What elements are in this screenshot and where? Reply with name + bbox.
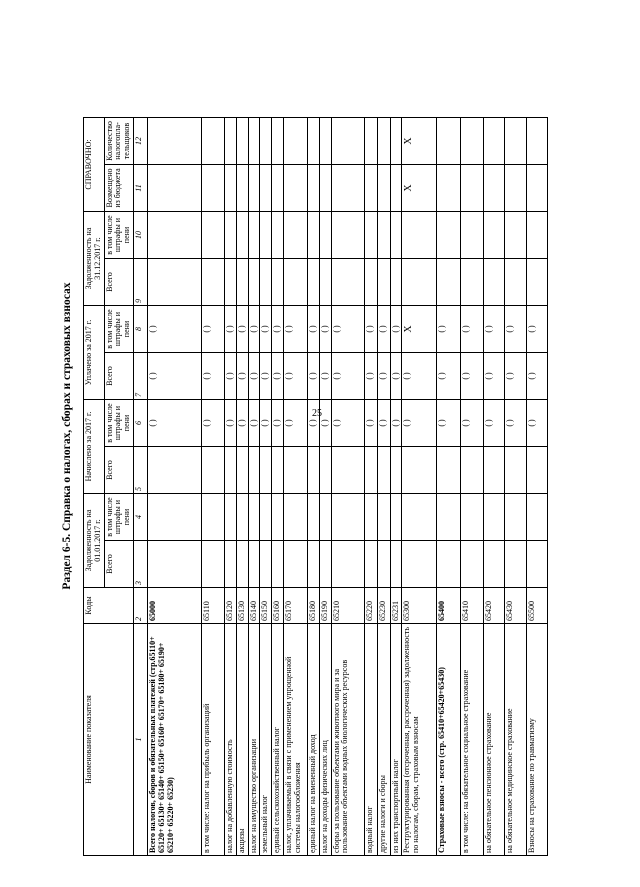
column-number: 11 [133,165,147,212]
data-cell [307,212,319,259]
bracket-placeholder: ( ) [147,306,201,353]
table-row [224,118,236,856]
column-number: 5 [133,447,147,494]
table-row [461,118,484,856]
header-code: Коды [84,588,134,624]
bracket-placeholder: ( ) [272,353,284,400]
bracket-placeholder: ( ) [272,306,284,353]
data-cell [147,118,201,165]
bracket-placeholder: ( ) [248,306,260,353]
data-cell [236,212,248,259]
bracket-placeholder: ( ) [461,400,484,447]
data-cell [461,494,484,541]
data-cell [390,447,402,494]
data-cell [201,212,224,259]
data-cell [224,541,236,588]
data-cell [364,165,377,212]
column-number: 3 [133,541,147,588]
header-row-1 [84,118,105,856]
bracket-placeholder: ( ) [505,400,527,447]
data-cell [461,447,484,494]
data-cell [283,259,307,306]
header-group-debt-start: Задолженность на 01.01.2017 г. [84,494,105,588]
data-cell [319,118,331,165]
data-cell [260,447,272,494]
table-row [319,118,331,856]
bracket-placeholder: ( ) [307,353,319,400]
bracket-placeholder: ( ) [527,306,548,353]
data-cell [307,541,319,588]
data-cell [260,541,272,588]
bracket-placeholder: ( ) [437,353,461,400]
data-cell [272,118,284,165]
data-cell [390,494,402,541]
row-code: 65410 [461,588,484,624]
header-reimbursed: Возмещено из бюджета [104,165,133,212]
data-cell [248,165,260,212]
data-cell [272,259,284,306]
bracket-placeholder: ( ) [377,353,390,400]
bracket-placeholder: ( ) [377,306,390,353]
row-name: на обязательное пенсионное страхование [484,624,505,856]
data-cell [272,447,284,494]
data-cell [319,494,331,541]
row-code: 65120 [224,588,236,624]
data-cell [377,447,390,494]
bracket-placeholder: ( ) [331,400,364,447]
data-cell [390,118,402,165]
row-code: 65210 [331,588,364,624]
data-cell [260,259,272,306]
data-cell [377,212,390,259]
data-cell [402,447,437,494]
bracket-placeholder: ( ) [307,400,319,447]
row-name: Страховые взносы - всего (стр. 65410+65420+65430) [437,624,461,856]
table-row [377,118,390,856]
row-name: Взносы на страхование по травматизму [527,624,548,856]
row-name: сборы за пользование объектами животного мира и за пользование объектами водных биологических ресурсов [331,624,364,856]
data-cell [505,212,527,259]
data-cell [319,541,331,588]
data-cell [307,259,319,306]
data-cell [248,212,260,259]
data-cell [402,494,437,541]
column-number: 7 [133,353,147,400]
bracket-placeholder: ( ) [527,353,548,400]
data-cell [527,541,548,588]
row-name: налог, уплачиваемый в связи с применением упрощенной системы налогообложения [283,624,307,856]
data-cell [377,494,390,541]
header-fines: в том числе штрафы и пени [104,494,133,541]
data-cell [224,118,236,165]
table-row [201,118,224,856]
table-row [307,118,319,856]
data-cell [364,212,377,259]
bracket-placeholder: ( ) [224,353,236,400]
data-cell [461,165,484,212]
bracket-placeholder: ( ) [201,353,224,400]
row-name: налог на добавленную стоимость [224,624,236,856]
cross-mark: X [402,118,437,165]
bracket-placeholder: ( ) [484,400,505,447]
data-cell [377,165,390,212]
bracket-placeholder: ( ) [402,400,437,447]
data-cell [147,447,201,494]
header-total: Всего [104,353,133,400]
row-name: налог на имущество организации [248,624,260,856]
data-cell [236,259,248,306]
data-cell [437,165,461,212]
header-group-reference: СПРАВОЧНО: [84,118,105,212]
data-cell [283,541,307,588]
header-group-debt-end: Задолженность на 31.12.2017 г. [84,212,105,306]
row-name: в том числе: на обязательное социальное страхование [461,624,484,856]
row-code: 65400 [437,588,461,624]
data-cell [364,541,377,588]
data-cell [272,165,284,212]
data-cell [484,212,505,259]
data-cell [527,212,548,259]
row-name: налог на доходы физических лиц [319,624,331,856]
data-cell [224,165,236,212]
data-cell [331,212,364,259]
data-cell [402,212,437,259]
data-cell [260,118,272,165]
bracket-placeholder: ( ) [377,400,390,447]
bracket-placeholder: ( ) [248,353,260,400]
row-code: 65230 [377,588,390,624]
data-cell [260,165,272,212]
data-cell [402,541,437,588]
row-name: другие налоги и сборы [377,624,390,856]
bracket-placeholder: ( ) [224,400,236,447]
row-code: 65220 [364,588,377,624]
bracket-placeholder: ( ) [319,353,331,400]
data-cell [331,118,364,165]
data-cell [307,118,319,165]
table-row [437,118,461,856]
data-cell [147,494,201,541]
bracket-placeholder: ( ) [201,400,224,447]
column-number: 1 [133,624,147,856]
data-cell [224,259,236,306]
bracket-placeholder: ( ) [248,400,260,447]
table-row [260,118,272,856]
data-cell [377,118,390,165]
column-number: 2 [133,588,147,624]
section-title: Раздел 6-5. Справка о налогах, сборах и страховых взносах [61,282,73,590]
bracket-placeholder: ( ) [461,353,484,400]
bracket-placeholder: ( ) [390,306,402,353]
data-cell [527,118,548,165]
bracket-placeholder: ( ) [484,353,505,400]
data-cell [484,494,505,541]
bracket-placeholder: ( ) [319,400,331,447]
data-cell [201,447,224,494]
bracket-placeholder: ( ) [147,353,201,400]
bracket-placeholder: ( ) [390,400,402,447]
row-name: единый сельскохозяйственный налог [272,624,284,856]
header-fines: в том числе штрафы и пени [104,400,133,447]
data-cell [283,212,307,259]
bracket-placeholder: ( ) [390,353,402,400]
header-taxpayers: Количество налогопла-тельщиков [104,118,133,165]
data-cell [260,212,272,259]
data-cell [437,212,461,259]
table-row [248,118,260,856]
bracket-placeholder: ( ) [236,353,248,400]
bracket-placeholder: ( ) [260,306,272,353]
data-cell [461,212,484,259]
data-cell [527,447,548,494]
bracket-placeholder: ( ) [224,306,236,353]
bracket-placeholder: ( ) [201,306,224,353]
bracket-placeholder: ( ) [527,400,548,447]
row-code: 65160 [272,588,284,624]
bracket-placeholder: ( ) [283,353,307,400]
row-code: 65190 [319,588,331,624]
data-cell [437,259,461,306]
row-name: Реструктурированная (отсроченная, рассроченная) задолженность по налогам, сборам, страховым взносам [402,624,437,856]
data-cell [527,165,548,212]
data-cell [484,259,505,306]
data-cell [505,494,527,541]
bracket-placeholder: ( ) [505,353,527,400]
data-cell [147,541,201,588]
row-name: земельный налог [260,624,272,856]
bracket-placeholder: ( ) [236,400,248,447]
data-cell [224,212,236,259]
row-name: Всего налогов, сборов и обязательных платежей (стр.65110+ 65120+ 65130+ 65140+ 65150+ 65160+ 65170+ 65180+ 65190+ 65210+ 65220+ 65230) [147,624,201,856]
table-row [236,118,248,856]
data-cell [319,165,331,212]
data-cell [331,541,364,588]
data-cell [319,212,331,259]
row-code: 65231 [390,588,402,624]
bracket-placeholder: ( ) [437,306,461,353]
data-cell [147,259,201,306]
data-cell [201,259,224,306]
row-code: 65180 [307,588,319,624]
data-cell [364,259,377,306]
data-cell [331,494,364,541]
row-code: 65000 [147,588,201,624]
bracket-placeholder: ( ) [260,353,272,400]
data-cell [437,447,461,494]
data-cell [283,494,307,541]
row-code: 65430 [505,588,527,624]
data-cell [236,541,248,588]
data-cell [236,118,248,165]
data-cell [272,494,284,541]
row-code: 65300 [402,588,437,624]
data-cell [390,259,402,306]
table-row [147,118,201,856]
data-cell [248,541,260,588]
table-row [283,118,307,856]
data-cell [201,118,224,165]
bracket-placeholder: ( ) [260,400,272,447]
data-cell [364,494,377,541]
data-cell [319,259,331,306]
row-name: водный налог [364,624,377,856]
data-cell [484,447,505,494]
data-cell [527,259,548,306]
table-row [505,118,527,856]
data-cell [527,494,548,541]
data-cell [364,447,377,494]
data-cell [377,541,390,588]
data-cell [377,259,390,306]
column-number: 6 [133,400,147,447]
row-code: 65150 [260,588,272,624]
data-cell [201,165,224,212]
bracket-placeholder: ( ) [505,306,527,353]
table-row [331,118,364,856]
data-cell [437,118,461,165]
data-cell [236,494,248,541]
bracket-placeholder: ( ) [331,306,364,353]
column-number-row [133,118,147,856]
header-total: Всего [104,447,133,494]
data-cell [248,494,260,541]
table-row [272,118,284,856]
data-cell [505,447,527,494]
column-number: 4 [133,494,147,541]
row-code: 65170 [283,588,307,624]
data-cell [272,212,284,259]
cross-mark: X [402,165,437,212]
row-code: 65500 [527,588,548,624]
column-number: 10 [133,212,147,259]
row-name: из них транспортный налог [390,624,402,856]
data-cell [283,447,307,494]
data-cell [236,447,248,494]
row-name: в том числе: налог на прибыль организаций [201,624,224,856]
data-cell [248,259,260,306]
bracket-placeholder: ( ) [402,353,437,400]
data-cell [283,165,307,212]
table-row [390,118,402,856]
data-cell [505,541,527,588]
column-number: 8 [133,306,147,353]
bracket-placeholder: ( ) [437,400,461,447]
bracket-placeholder: ( ) [272,400,284,447]
data-cell [461,259,484,306]
data-cell [224,447,236,494]
data-cell [307,165,319,212]
data-cell [307,494,319,541]
data-cell [484,165,505,212]
table-row [364,118,377,856]
bracket-placeholder: ( ) [331,353,364,400]
data-cell [390,541,402,588]
data-cell [390,165,402,212]
data-cell [147,165,201,212]
header-group-paid: Уплачено за 2017 г. [84,306,105,400]
rotated-page [58,6,578,866]
data-cell [437,541,461,588]
data-cell [236,165,248,212]
bracket-placeholder: ( ) [307,306,319,353]
data-cell [331,447,364,494]
header-fines: в том числе штрафы и пени [104,212,133,259]
data-cell [437,494,461,541]
table-row [484,118,505,856]
data-cell [390,212,402,259]
data-cell [461,541,484,588]
row-name: единый налог на вмененный доход [307,624,319,856]
page-number: 25 [312,408,322,419]
data-cell [147,212,201,259]
data-cell [331,259,364,306]
bracket-placeholder: ( ) [461,306,484,353]
column-number: 9 [133,259,147,306]
row-code: 65110 [201,588,224,624]
data-cell [505,165,527,212]
header-group-accrued: Начислено за 2017 г. [84,400,105,494]
header-total: Всего [104,259,133,306]
bracket-placeholder: ( ) [236,306,248,353]
bracket-placeholder: ( ) [319,306,331,353]
data-cell [260,494,272,541]
row-name: на обязательное медицинское страхование [505,624,527,856]
row-name: акцизы [236,624,248,856]
bracket-placeholder: ( ) [364,306,377,353]
row-code: 65420 [484,588,505,624]
column-number: 12 [133,118,147,165]
header-total: Всего [104,541,133,588]
bracket-placeholder: ( ) [147,400,201,447]
bracket-placeholder: ( ) [364,400,377,447]
row-code: 65130 [236,588,248,624]
data-cell [248,118,260,165]
data-cell [402,259,437,306]
data-cell [505,259,527,306]
data-cell [248,447,260,494]
bracket-placeholder: ( ) [364,353,377,400]
table-row [402,118,437,856]
bracket-placeholder: ( ) [484,306,505,353]
data-cell [201,541,224,588]
data-cell [484,118,505,165]
data-cell [307,447,319,494]
data-cell [283,118,307,165]
data-cell [224,494,236,541]
data-cell [505,118,527,165]
data-cell [319,447,331,494]
bracket-placeholder: ( ) [283,400,307,447]
data-cell [484,541,505,588]
bracket-placeholder: ( ) [283,306,307,353]
tax-reference-table [83,117,548,856]
header-name: Наименование показателя [84,624,134,856]
data-cell [272,541,284,588]
data-cell [331,165,364,212]
row-code: 65140 [248,588,260,624]
data-cell [201,494,224,541]
header-fines: в том числе штрафы и пени [104,306,133,353]
cross-mark: X [402,306,437,353]
data-cell [461,118,484,165]
data-cell [364,118,377,165]
table-row [527,118,548,856]
